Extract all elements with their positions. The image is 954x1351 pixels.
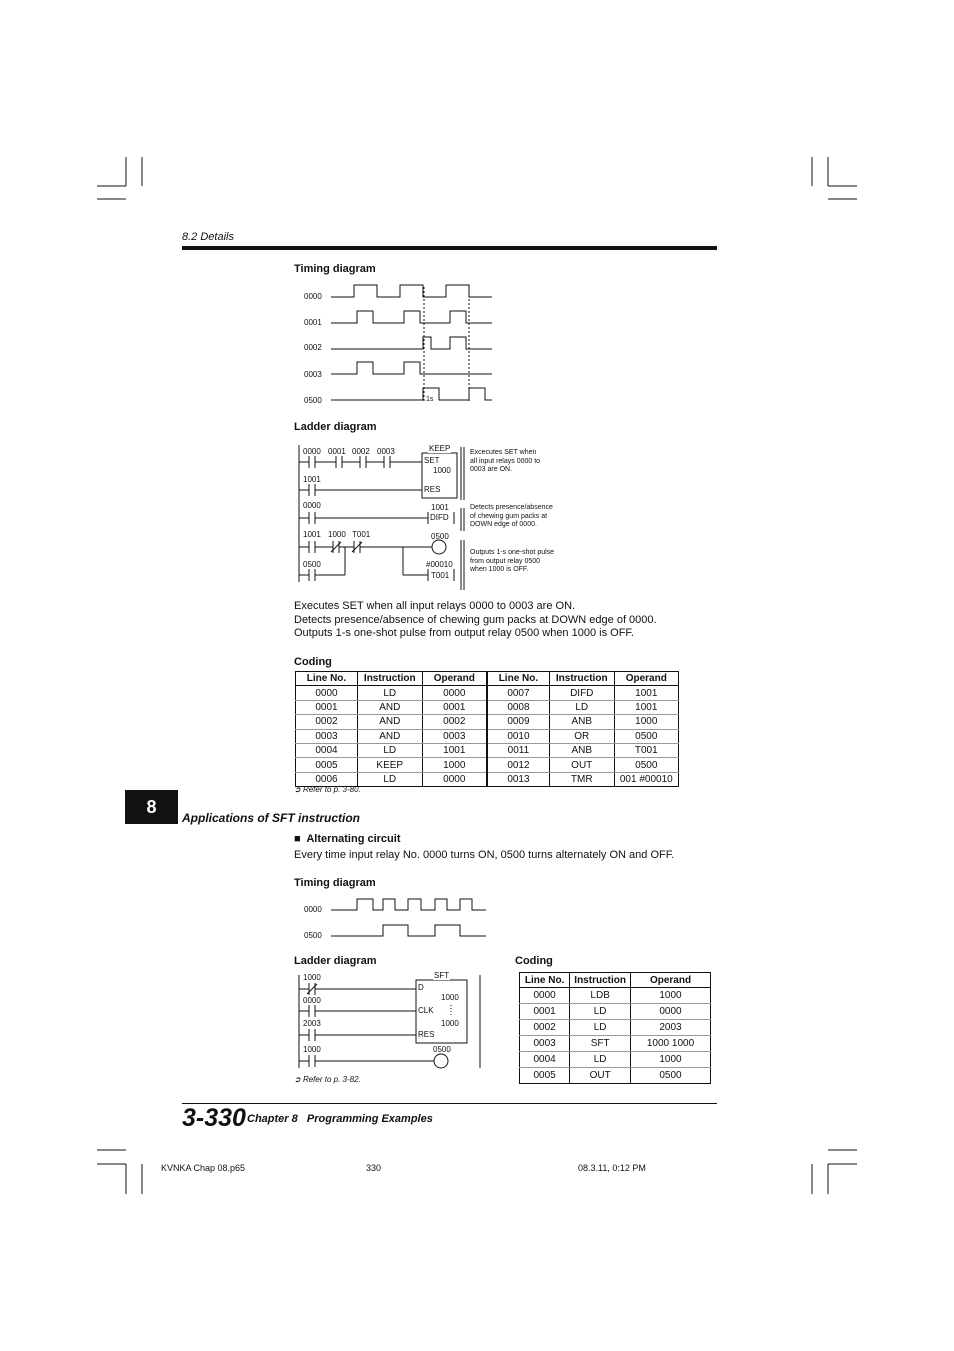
table-cell: 0005 <box>296 758 358 772</box>
table-cell: 0003 <box>296 729 358 743</box>
header-rule <box>182 246 717 250</box>
table-cell: LD <box>357 772 422 786</box>
contact-label: 1001 <box>303 530 321 539</box>
contact-label: 0002 <box>352 447 370 456</box>
contact-label: 0000 <box>303 447 321 456</box>
contact-label: 1000 <box>303 1045 321 1054</box>
contact-label: 2003 <box>303 1019 321 1028</box>
table-cell: OUT <box>570 1068 631 1084</box>
timing-diagram-1 <box>331 285 492 401</box>
signal-label: 0500 <box>304 396 322 405</box>
timing-diagram-2 <box>331 899 486 936</box>
table-cell: 1000 <box>631 1052 711 1068</box>
table-cell: LDB <box>570 988 631 1004</box>
signal-label: 0500 <box>304 931 322 940</box>
difd-label: DIFD <box>430 513 449 522</box>
res-label: RES <box>424 485 441 494</box>
table-cell: 0004 <box>296 743 358 757</box>
sheet-number: 330 <box>366 1163 382 1173</box>
relay-bottom: 1000 <box>441 1019 459 1028</box>
alternating-circuit-heading: ■ Alternating circuit <box>294 833 401 845</box>
set-label: SET <box>424 456 440 465</box>
res-label: RES <box>418 1030 435 1039</box>
tmr-label: T001 <box>431 571 450 580</box>
table-cell: 1001 <box>614 686 678 700</box>
out-relay: 0500 <box>431 532 449 541</box>
keep-label: KEEP <box>429 444 451 453</box>
table-cell: 1000 1000 <box>631 1036 711 1052</box>
keep-relay: 1000 <box>433 466 451 475</box>
timing-title-2: Timing diagram <box>294 877 376 889</box>
table-cell: 0009 <box>487 715 549 729</box>
chapter-tab: 8 <box>125 790 178 824</box>
table-cell: 0006 <box>296 772 358 786</box>
table-cell: LD <box>570 1004 631 1020</box>
contact-label: 1001 <box>303 475 321 484</box>
table-cell: 0003 <box>422 729 487 743</box>
table-cell: 0000 <box>296 686 358 700</box>
timestamp: 08.3.11, 0:12 PM <box>578 1163 646 1173</box>
description: Executes SET when all input relays 0000 to 0003 are ON. Detects presence/absence of chewing gum packs at DOWN edge of 0000. Outputs 1-s one-shot pulse from output relay 0500 when 1000 is OFF. <box>294 600 657 639</box>
table-row <box>520 1052 711 1068</box>
ladder-note-3: Outputs 1-s one-shot pulse from output relay 0500 when 1000 is OFF. <box>470 549 555 573</box>
applications-title: Applications of SFT instruction <box>182 811 360 825</box>
sft-label: SFT <box>434 971 450 980</box>
table-row <box>520 1004 711 1020</box>
relay-top: 1000 <box>441 993 459 1002</box>
table-cell: 0002 <box>422 715 487 729</box>
table-cell: 0000 <box>631 1004 711 1020</box>
table-cell: 1000 <box>631 988 711 1004</box>
table-cell: AND <box>357 715 422 729</box>
tmr-preset: #00010 <box>426 560 453 569</box>
table-row <box>520 1020 711 1036</box>
signal-label: 0003 <box>304 370 322 379</box>
table-row <box>296 686 679 700</box>
table-cell: AND <box>357 729 422 743</box>
table-cell: ANB <box>549 743 614 757</box>
table-cell: 2003 <box>631 1020 711 1036</box>
table-cell: 1000 <box>614 715 678 729</box>
table-cell: 0500 <box>614 758 678 772</box>
out-relay: 0500 <box>433 1045 451 1054</box>
table-cell: 0004 <box>520 1052 570 1068</box>
table-cell: LD <box>549 700 614 714</box>
ladder-note-2: Detects presence/absence of chewing gum packs at DOWN edge of 0000. <box>470 504 553 528</box>
contact-label: 0000 <box>303 501 321 510</box>
table-cell: 1000 <box>422 758 487 772</box>
contact-label: T001 <box>352 530 371 539</box>
ref-note-1: ➲ Refer to p. 3-80. <box>294 785 361 794</box>
table-row <box>296 758 679 772</box>
contact-label: 0000 <box>303 996 321 1005</box>
chapter-label: Chapter 8 Programming Examples <box>247 1113 433 1125</box>
alternating-text: Every time input relay No. 0000 turns ON, 0500 turns alternately ON and OFF. <box>294 849 675 861</box>
table-cell: 0007 <box>487 686 549 700</box>
table-cell: 0002 <box>296 715 358 729</box>
contact-label: 1000 <box>303 973 321 982</box>
ladder-note-1: Excecutes SET when all input relays 0000 to 0003 are ON. <box>470 449 541 473</box>
table-cell: OR <box>549 729 614 743</box>
contact-label: 0500 <box>303 560 321 569</box>
coding-table-2: Line No. Instruction Operand 0000 LDB 1000 0001 LD 0000 0002 LD 2003 0003 SFT 1000 1000 0004 LD 1000 0005 OUT 0500 <box>519 972 711 1084</box>
ladder-title-2: Ladder diagram <box>294 955 377 967</box>
ladder-title-1: Ladder diagram <box>294 421 377 433</box>
table-row <box>296 700 679 714</box>
signal-label: 0001 <box>304 318 322 327</box>
signal-label: 0000 <box>304 292 322 301</box>
table-row <box>296 743 679 757</box>
ref-note-2: ➲ Refer to p. 3-82. <box>294 1075 361 1084</box>
table-cell: 0500 <box>614 729 678 743</box>
table-cell: 0011 <box>487 743 549 757</box>
table-row <box>520 1036 711 1052</box>
table-cell: 0005 <box>520 1068 570 1084</box>
table-row <box>520 988 711 1004</box>
pulse-label: 1s <box>426 396 434 403</box>
coding-table-1: Line No. Instruction Operand Line No. Instruction Operand 0000 LD 0000 0007 DIFD 1001 0001 AND 0001 0008 LD 1001 0002 AND 0002 0009 ANB 1000 0003 AND 0003 0010 OR 0500 0004 LD 1001 0011 ANB T001 0005 KEEP 1000 0012 OUT 0500 0006 LD 0000 0013 TMR 001 #00010 <box>295 671 679 787</box>
clk-label: CLK <box>418 1006 434 1015</box>
signal-label: 0002 <box>304 343 322 352</box>
table-cell: 0001 <box>422 700 487 714</box>
contact-label: 0003 <box>377 447 395 456</box>
table-cell: 0008 <box>487 700 549 714</box>
table-cell: 001 #00010 <box>614 772 678 786</box>
table-row <box>296 729 679 743</box>
table-cell: LD <box>570 1052 631 1068</box>
table-cell: 0003 <box>520 1036 570 1052</box>
table-row <box>520 1068 711 1084</box>
file-name: KVNKA Chap 08.p65 <box>161 1163 246 1173</box>
table-cell: T001 <box>614 743 678 757</box>
contact-label: 1000 <box>328 530 346 539</box>
footer-rule <box>182 1103 717 1104</box>
table-cell: 0000 <box>422 772 487 786</box>
table-cell: LD <box>357 686 422 700</box>
table-cell: 1001 <box>422 743 487 757</box>
table-cell: 1001 <box>614 700 678 714</box>
table-cell: 0001 <box>296 700 358 714</box>
difd-relay: 1001 <box>431 503 449 512</box>
table-cell: TMR <box>549 772 614 786</box>
table-cell: 0000 <box>520 988 570 1004</box>
contact-label: 0001 <box>328 447 346 456</box>
table-cell: 0002 <box>520 1020 570 1036</box>
table-cell: 0012 <box>487 758 549 772</box>
table-cell: 0013 <box>487 772 549 786</box>
page-number: 3-330 <box>182 1104 246 1132</box>
table-cell: 0001 <box>520 1004 570 1020</box>
timing-title-1: Timing diagram <box>294 263 376 275</box>
table-cell: KEEP <box>357 758 422 772</box>
table-cell: AND <box>357 700 422 714</box>
d-label: D <box>418 983 424 992</box>
table-cell: 0010 <box>487 729 549 743</box>
table-cell: OUT <box>549 758 614 772</box>
coding-title-1: Coding <box>294 656 332 668</box>
table-cell: LD <box>357 743 422 757</box>
table-row <box>296 715 679 729</box>
table-cell: SFT <box>570 1036 631 1052</box>
section-header: 8.2 Details <box>182 231 234 243</box>
table-cell: ANB <box>549 715 614 729</box>
table-cell: 0500 <box>631 1068 711 1084</box>
coding-title-2: Coding <box>515 955 553 967</box>
table-cell: DIFD <box>549 686 614 700</box>
table-cell: 0000 <box>422 686 487 700</box>
table-cell: LD <box>570 1020 631 1036</box>
signal-label: 0000 <box>304 905 322 914</box>
